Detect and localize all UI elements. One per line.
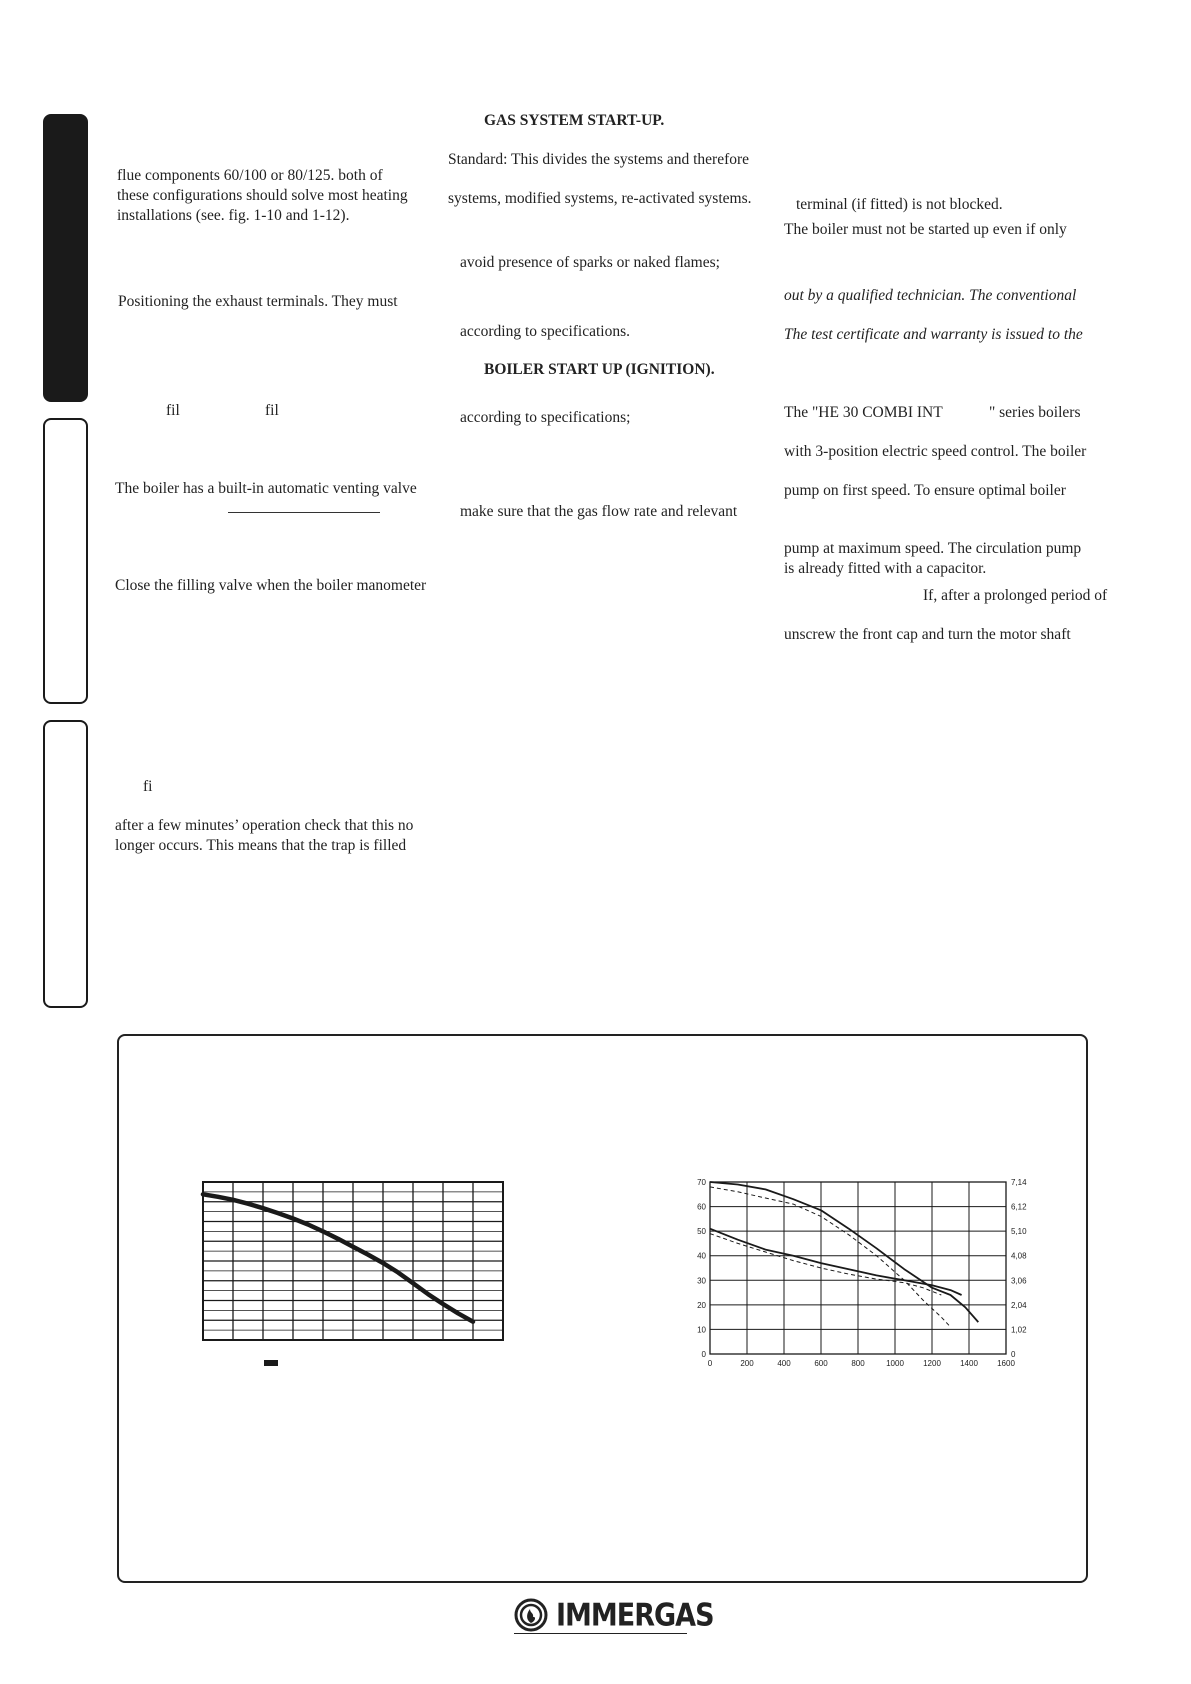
- chart-left-legend-swatch: [264, 1360, 278, 1366]
- chart-right-x-tick: 0: [707, 1359, 713, 1368]
- chart-right-x-tick: 800: [851, 1359, 865, 1368]
- chart-right-y-tick-left: 60: [697, 1202, 706, 1212]
- filling-valve-text: Close the filling valve when the boiler manometer: [115, 577, 427, 594]
- chart-left: [200, 1160, 560, 1380]
- systems-text: systems, modified systems, re-activated systems.: [448, 190, 752, 207]
- positioning-terminals-text: Positioning the exhaust terminals. They must: [118, 293, 398, 310]
- unscrew-cap-text: unscrew the front cap and turn the motor shaft: [784, 626, 1071, 643]
- chart-right-curve-2: [710, 1187, 951, 1327]
- after-minutes-line-2: longer occurs. This means that the trap is filled: [115, 837, 407, 854]
- chart-right-curve-3: [710, 1229, 962, 1295]
- chart-right-x-tick: 600: [814, 1359, 828, 1368]
- immergas-logo: [514, 1596, 714, 1636]
- according-specs-text-2: according to specifications;: [460, 409, 631, 426]
- fi-fragment: fi: [143, 778, 153, 795]
- side-tab-installer[interactable]: [43, 114, 88, 402]
- chart-right-y-tick-left: 70: [697, 1178, 706, 1187]
- side-tab-maintenance[interactable]: [43, 720, 88, 1008]
- flue-line-3: installations (see. fig. 1-10 and 1-12).: [117, 207, 350, 224]
- prolonged-period-text: If, after a prolonged period of: [923, 587, 1108, 604]
- chart-right-x-tick: 1400: [960, 1359, 978, 1368]
- chart-right-y-tick-right: 5,10: [1011, 1227, 1027, 1237]
- speed-control-text: with 3-position electric speed control. The boiler: [784, 443, 1087, 460]
- chart-right-y-tick-right: 6,12: [1011, 1202, 1027, 1212]
- chart-right-y-tick-left: 20: [697, 1300, 706, 1310]
- chart-left-curve: [203, 1194, 473, 1321]
- pump-max-speed-text: pump at maximum speed. The circulation pump: [784, 540, 1082, 557]
- boiler-start-heading: BOILER START UP (IGNITION).: [484, 361, 715, 378]
- fil-fragment-b: fil: [265, 402, 279, 419]
- logo-underline: [514, 1633, 687, 1634]
- test-certificate-text: The test certificate and warranty is issued to the: [784, 326, 1083, 343]
- chart-right-y-tick-right: 2,04: [1011, 1300, 1027, 1310]
- gas-flow-rate-text: make sure that the gas flow rate and relevant: [460, 503, 738, 520]
- according-specs-text-1: according to specifications.: [460, 323, 631, 340]
- fil-fragment-a: fil: [166, 402, 180, 419]
- series-boilers-text: The "HE 30 COMBI INT " series boilers: [784, 404, 1081, 421]
- chart-right-x-tick: 1600: [997, 1359, 1015, 1368]
- side-tab-user[interactable]: [43, 418, 88, 704]
- not-started-text: The boiler must not be started up even if only: [784, 221, 1067, 238]
- venting-valve-text: The boiler has a built-in automatic venting valve: [115, 480, 417, 497]
- pump-first-speed-text: pump on first speed. To ensure optimal boiler: [784, 482, 1066, 499]
- chart-right-y-tick-left: 0: [701, 1350, 706, 1359]
- standard-text: Standard: This divides the systems and therefore: [448, 151, 750, 168]
- chart-right-y-tick-left: 10: [697, 1325, 706, 1335]
- chart-right-y-tick-left: 50: [697, 1227, 706, 1237]
- chart-right-y-tick-left: 40: [697, 1251, 706, 1261]
- chart-right: [690, 1160, 1070, 1380]
- gas-system-heading: GAS SYSTEM START-UP.: [484, 112, 665, 129]
- logo-wordmark: IMMERGAS: [556, 1598, 714, 1634]
- chart-right-curve-1: [710, 1182, 978, 1322]
- chart-right-x-tick: 400: [777, 1359, 791, 1368]
- underline-rule: [228, 512, 380, 513]
- flame-icon: [514, 1596, 554, 1634]
- chart-right-y-tick-left: 30: [697, 1276, 706, 1286]
- chart-right-x-tick: 1000: [886, 1359, 904, 1368]
- after-minutes-line-1: after a few minutes’ operation check that this no: [115, 817, 414, 834]
- qualified-technician-text: out by a qualified technician. The conventional: [784, 287, 1077, 304]
- chart-right-y-tick-right: 4,08: [1011, 1251, 1027, 1261]
- terminal-text: terminal (if fitted) is not blocked.: [796, 196, 1003, 213]
- chart-right-y-tick-right: 0: [1011, 1350, 1016, 1359]
- capacitor-text: is already fitted with a capacitor.: [784, 560, 987, 577]
- chart-right-x-tick: 1200: [923, 1359, 941, 1368]
- avoid-sparks-text: avoid presence of sparks or naked flames;: [460, 254, 720, 271]
- chart-right-y-tick-right: 7,14: [1011, 1178, 1027, 1187]
- chart-right-x-tick: 200: [740, 1359, 754, 1368]
- chart-right-y-tick-right: 1,02: [1011, 1325, 1027, 1335]
- chart-right-y-tick-right: 3,06: [1011, 1276, 1027, 1286]
- flue-line-1: flue components 60/100 or 80/125. both of: [117, 167, 383, 184]
- flue-line-2: these configurations should solve most heating: [117, 187, 408, 204]
